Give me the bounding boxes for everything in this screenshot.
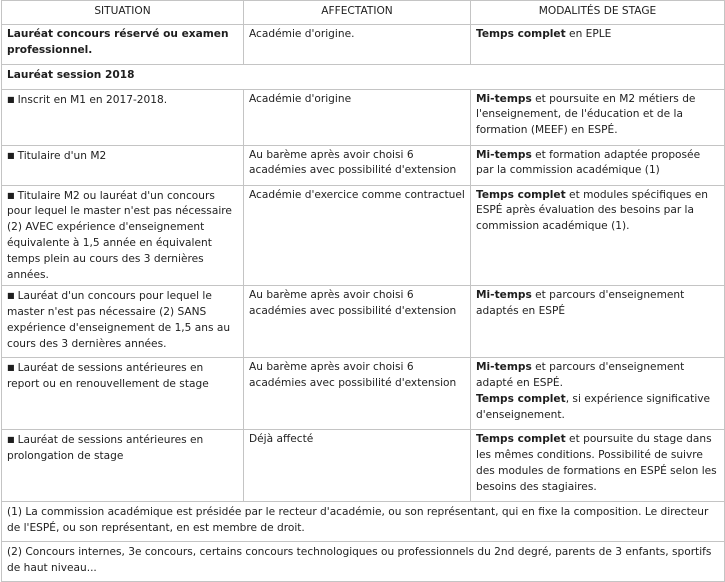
modalites-cell: Mi-temps et formation adaptée proposée par la commission académique (1) bbox=[471, 145, 725, 185]
table-row bbox=[2, 145, 725, 185]
affectation-cell: Au barème après avoir choisi 6 académies avec possibilité d'extension bbox=[244, 358, 471, 430]
modalites-cell: Temps complet en EPLE bbox=[471, 24, 725, 64]
footnote-row bbox=[2, 541, 725, 581]
bullet-icon: ■ bbox=[7, 150, 15, 160]
table-row bbox=[2, 185, 725, 286]
footnote-row bbox=[2, 502, 725, 542]
situation-cell: ■ Lauréat d'un concours pour lequel le master n'est pas nécessaire (2) SANS expérience d'enseignement de 1,5 ans au cours des 3 dernières années. bbox=[2, 286, 244, 358]
header-modalites: MODALITÉS DE STAGE bbox=[471, 1, 725, 25]
header-situation: SITUATION bbox=[2, 1, 244, 25]
affectation-cell: Déjà affecté bbox=[244, 430, 471, 502]
modalites-cell: Temps complet et poursuite du stage dans les mêmes conditions. Possibilité de suivre des modules de formations en ESPÉ selon les besoins des stagiaires. bbox=[471, 430, 725, 502]
section-row bbox=[2, 64, 725, 89]
section-title: Lauréat session 2018 bbox=[2, 64, 725, 89]
header-row bbox=[2, 1, 725, 25]
situation-cell: ■ Inscrit en M1 en 2017-2018. bbox=[2, 89, 244, 145]
bullet-icon: ■ bbox=[7, 94, 15, 104]
footnote-2: (2) Concours internes, 3e concours, certains concours technologiques ou professionnels du 2nd degré, parents de 3 enfants, sportifs de haut niveau... bbox=[2, 541, 725, 581]
situation-cell: ■ Lauréat de sessions antérieures en prolongation de stage bbox=[2, 430, 244, 502]
affectation-cell: Académie d'origine. bbox=[244, 24, 471, 64]
affectation-cell: Au barème après avoir choisi 6 académies avec possibilité d'extension bbox=[244, 286, 471, 358]
table-row bbox=[2, 89, 725, 145]
table-row bbox=[2, 286, 725, 358]
affectation-cell: Au barème après avoir choisi 6 académies avec possibilité d'extension bbox=[244, 145, 471, 185]
bullet-icon: ■ bbox=[7, 291, 15, 301]
table-row bbox=[2, 430, 725, 502]
header-affectation: AFFECTATION bbox=[244, 1, 471, 25]
modalites-cell: Mi-temps et parcours d'enseignement adaptés en ESPÉ bbox=[471, 286, 725, 358]
affectation-cell: Académie d'exercice comme contractuel bbox=[244, 185, 471, 286]
affectation-cell: Académie d'origine bbox=[244, 89, 471, 145]
table-row bbox=[2, 24, 725, 64]
situation-cell: ■ Titulaire d'un M2 bbox=[2, 145, 244, 185]
situation-cell: ■ Lauréat de sessions antérieures en report ou en renouvellement de stage bbox=[2, 358, 244, 430]
bullet-icon: ■ bbox=[7, 363, 15, 373]
footnote-1: (1) La commission académique est présidée par le recteur d'académie, ou son représentant, qui en fixe la composition. Le directeur de l'ESPÉ, ou son représentant, en est membre de droit. bbox=[2, 502, 725, 542]
bullet-icon: ■ bbox=[7, 190, 15, 200]
modalites-cell: Temps complet et modules spécifiques en ESPÉ après évaluation des besoins par la commission académique (1). bbox=[471, 185, 725, 286]
situation-cell: ■ Titulaire M2 ou lauréat d'un concours pour lequel le master n'est pas nécessaire (2) AVEC expérience d'enseignement équivalente à 1,5 année en équivalent temps plein au cours des 3 dernières années. bbox=[2, 185, 244, 286]
bullet-icon: ■ bbox=[7, 435, 15, 445]
modalites-cell: Mi-temps et parcours d'enseignement adapté en ESPÉ. Temps complet, si expérience significative d'enseignement. bbox=[471, 358, 725, 430]
table-row bbox=[2, 358, 725, 430]
stage-modalities-table bbox=[1, 0, 725, 582]
modalites-cell: Mi-temps et poursuite en M2 métiers de l'enseignement, de l'éducation et de la formation (MEEF) en ESPÉ. bbox=[471, 89, 725, 145]
situation-cell: Lauréat concours réservé ou examen professionnel. bbox=[2, 24, 244, 64]
